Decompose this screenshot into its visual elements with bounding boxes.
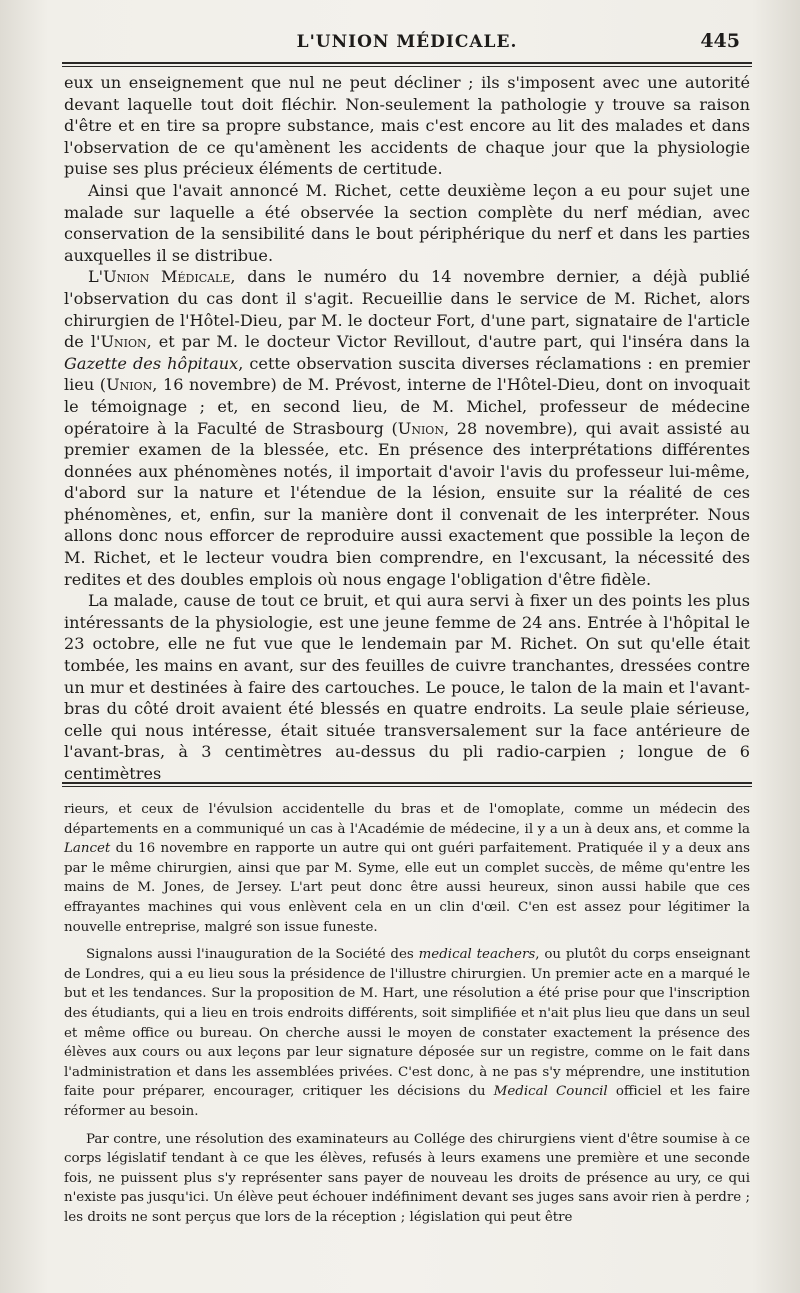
page-header <box>64 30 750 56</box>
journal-title: Gazette des hôpitaux <box>64 353 239 373</box>
article-paragraph-2: Ainsi que l'avait annoncé M. Richet, cette deuxième leçon a eu pour sujet une malade sur laquelle a été observée la section complète du nerf médian, avec conservation de la sensibilité dans le bout périphérique du nerf et dans les parties auxquelles il se distribue. <box>64 180 750 265</box>
text-run: , 16 novembre) de M. Prévost, interne de l'Hôtel-Dieu, dont on invoquait le témoignage ; et, en second lieu, de M. Michel, professeur de médecine opératoire à la Faculté de Strasbourg ( <box>64 375 750 438</box>
journal-name: Union <box>106 375 153 395</box>
running-title: L'UNION MÉDICALE. <box>296 32 518 52</box>
journal-name: Union <box>397 418 444 438</box>
feuilleton-body <box>64 800 750 1227</box>
paragraph-gap <box>64 937 750 945</box>
text-run: , ou plutôt du corps enseignant de Londres, qui a eu lieu sous la présidence de l'illustre chirurgien. Un premier acte en a marqué le but et les tendances. Sur la proposition de M. Hart, une résolution a été prise pour que l'inscription des étudiants, qui a lieu en trois endroits différents, soit simplifiée et n'ait plus lieu que dans un seul et même office ou bureau. On cherche aussi le moyen de constater exactement la présence des élèves aux cours ou aux leçons par leur signature déposée sur un registre, comme on le fait dans l'administration et dans les assemblées privées. C'est donc, à ne pas s'y méprendre, une institution faite pour préparer, encourager, critiquer les décisions du <box>64 947 750 1100</box>
text-run: , et par M. le docteur Victor Revillout, d'autre part, qui l'inséra dans la <box>146 332 751 352</box>
text-run: , 28 novembre), qui avait assisté au premier examen de la blessée, etc. En présence des interprétations différentes données aux phénomènes notés, il importait d'avoir l'avis du professeur lui-même, d'abord sur la nature et l'étendue de la lésion, ensuite sur la réalité de ces phénomènes, et, enfin, sur la manière dont il convenait de les interpréter. Nous allons donc nous efforcer de reproduire aussi exactement que possible la leçon de M. Richet, et le lecteur voudra bien comprendre, en l'excusant, la nécessité des redites et des doubles emplois où nous engage l'obligation d'être fidèle. <box>64 418 750 589</box>
text-run: du 16 novembre en rapporte un autre qui ont guéri parfaitement. Pratiquée il y a deux ans par le même chirurgien, ainsi que par M. Syme, elle eut un complet succès, de même qu'entre les mains de M. Jones, de Jersey. L'art peut donc être aussi heureux, sinon aussi habile que ces effrayantes machines qui vous enlèvent cela en un clin d'œil. C'en est assez pour légitimer la nouvelle entreprise, malgré son issue funeste. <box>64 841 750 935</box>
header-rule <box>62 62 752 67</box>
article-body <box>64 72 750 785</box>
feuilleton-paragraph-3: Par contre, une résolution des examinateurs au Collége des chirurgiens vient d'être soumise à ce corps législatif tendant à ce que les élèves, refusés à leurs examens une première et une seconde fois, ne puissent plus s'y représenter sans payer de nouveau les droits de présence au ury, ce qui n'existe pas jusqu'ici. Un élève peut échouer indéfiniment devant ses juges sans avoir rien à perdre ; les droits ne sont perçus que lors de la réception ; législation qui peut être <box>64 1131 750 1225</box>
feuilleton-rule <box>62 782 752 787</box>
text-run: officiel et les faire réformer au besoin. <box>64 1084 751 1119</box>
council-name: Medical Council <box>493 1084 608 1100</box>
feuilleton-paragraph-2 <box>64 945 750 1121</box>
feuilleton-paragraph-1 <box>64 800 750 937</box>
text-run: rieurs, et ceux de l'évulsion accidentelle du bras et de l'omoplate, comme un médecin des départements en a communiqué un cas à l'Académie de médecine, il y a un à deux ans, et comme la <box>64 802 750 837</box>
article-paragraph-1: eux un enseignement que nul ne peut décliner ; ils s'imposent avec une autorité devant laquelle tout doit fléchir. Non-seulement la pathologie y trouve sa raison d'être et en tire sa propre substance, mais c'est encore au lit des malades et dans l'observation de ce qu'amènent les accidents de chaque jour que la physiologie puise ses plus précieux éléments de certitude. <box>64 73 750 179</box>
journal-title: Lancet <box>64 841 111 857</box>
text-run: , dans le numéro du 14 novembre dernier, a déjà publié l'observation du cas dont il s'agit. Recueillie dans le service de M. Richet, alors chirurgien de l'Hôtel-Dieu, par M. le docteur Fort, d'une part, signataire de l'article de l' <box>64 267 750 352</box>
journal-name: Union <box>100 332 147 352</box>
society-name: medical teachers <box>418 947 536 963</box>
text-run: , cette observation suscita diverses réclamations : en premier lieu ( <box>64 353 750 395</box>
article-paragraph-4: La malade, cause de tout ce bruit, et qui aura servi à fixer un des points les plus intéressants de la physiologie, est une jeune femme de 24 ans. Entrée à l'hôpital le 23 octobre, elle ne fut vue que le lendemain par M. Richet. On sut qu'elle était tombée, les mains en avant, sur des feuilles de cuivre tranchantes, dressées contre un mur et destinées à faire des cartouches. Le pouce, le talon de la main et l'avant-bras du côté droit avaient été blessés en quatre endroits. La seule plaie sérieuse, celle qui nous intéresse, était située transversalement sur la face antérieure de l'avant-bras, à 3 centimètres au-dessus du pli radio-carpien ; longue de 6 centimètres <box>64 591 750 783</box>
article-paragraph-3 <box>64 266 750 590</box>
journal-name: L'Union Médicale <box>88 267 231 287</box>
page-number: 445 <box>700 30 740 52</box>
paragraph-gap <box>64 1122 750 1130</box>
text-run: Signalons aussi l'inauguration de la Société des <box>86 947 419 963</box>
